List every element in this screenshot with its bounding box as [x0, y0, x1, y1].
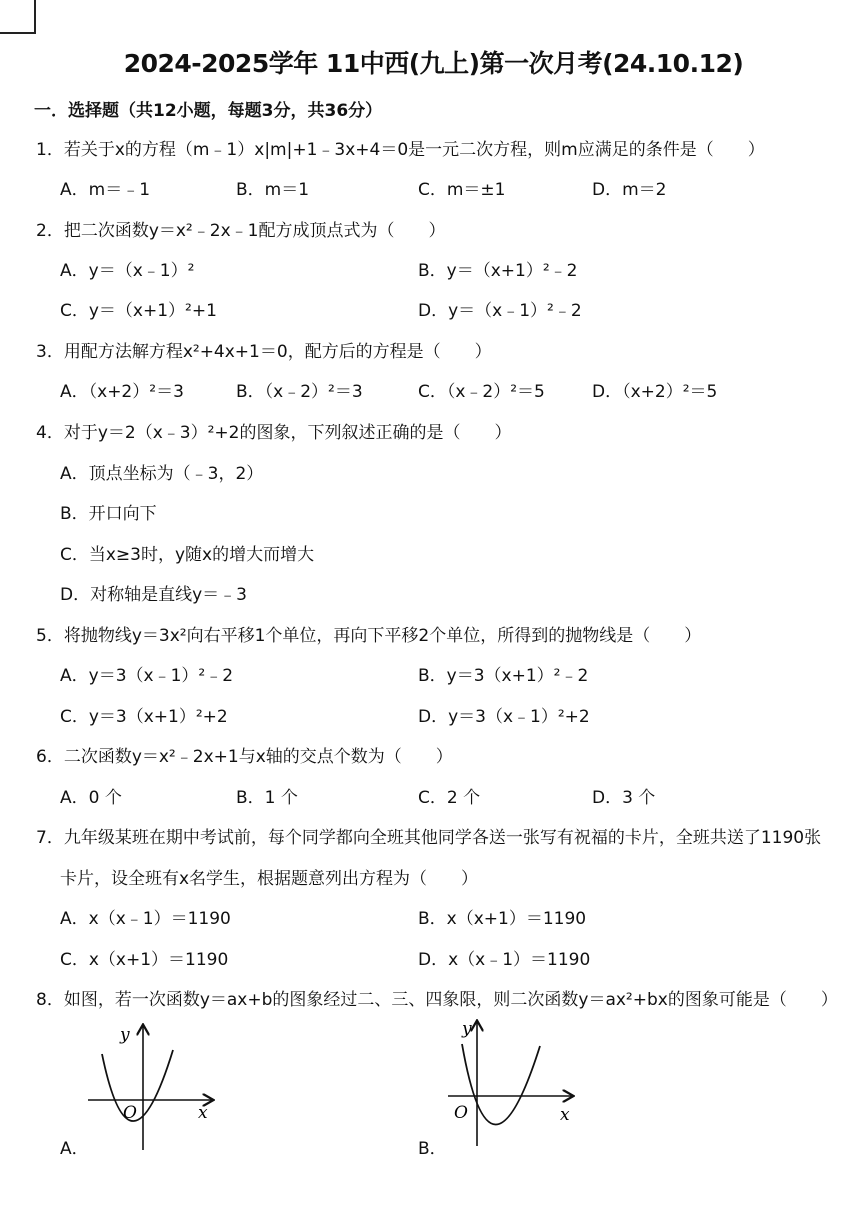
y-axis-label: y: [462, 1019, 472, 1039]
question-8-option-b: B．: [418, 1139, 447, 1159]
question-3-stem: 3．用配方法解方程x²+4x+1＝0，配方后的方程是（ ）: [36, 342, 492, 362]
question-6-stem: 6．二次函数y＝x²﹣2x+1与x轴的交点个数为（ ）: [36, 747, 453, 767]
question-1-stem: 1．若关于x的方程（m﹣1）x|m|+1﹣3x+4＝0是一元二次方程，则m应满足的条件是（ ）: [36, 140, 765, 160]
question-7-option-a: A．x（x﹣1）＝1190: [60, 909, 231, 929]
question-5-option-c: C．y＝3（x+1）²+2: [60, 707, 228, 727]
question-3-option-a: A．（x+2）²＝3: [60, 382, 184, 402]
question-4-option-a: A．顶点坐标为（﹣3，2）: [60, 464, 264, 484]
question-2-option-b: B．y＝（x+1）²﹣2: [418, 261, 578, 281]
parabola-curve: [462, 1044, 540, 1125]
question-8-graph-a: [80, 1020, 230, 1160]
question-6-option-c: C．2 个: [418, 788, 481, 808]
question-5-option-d: D．y＝3（x﹣1）²+2: [418, 707, 590, 727]
question-6-option-a: A．0 个: [60, 788, 122, 808]
parabola-curve: [102, 1050, 173, 1121]
origin-label: O: [123, 1103, 137, 1123]
question-5-stem: 5．将抛物线y＝3x²向右平移1个单位，再向下平移2个单位，所得到的抛物线是（ ）: [36, 626, 702, 646]
question-7-option-b: B．x（x+1）＝1190: [418, 909, 587, 929]
x-axis-label: x: [560, 1105, 570, 1125]
question-1-option-d: D．m＝2: [592, 180, 667, 200]
question-6-option-d: D．3 个: [592, 788, 656, 808]
question-2-option-a: A．y＝（x﹣1）²: [60, 261, 195, 281]
question-7-option-c: C．x（x+1）＝1190: [60, 950, 229, 970]
page-title: 2024-2025学年 11中西(九上)第一次月考(24.10.12): [123, 49, 744, 78]
question-4-option-c: C．当x≥3时，y随x的增大而增大: [60, 545, 315, 565]
y-axis-label: y: [120, 1025, 130, 1045]
corner-crop-mark: [0, 0, 36, 34]
question-2-option-d: D．y＝（x﹣1）²﹣2: [418, 301, 582, 321]
question-2-stem: 2．把二次函数y＝x²﹣2x﹣1配方成顶点式为（ ）: [36, 221, 446, 241]
origin-label: O: [454, 1103, 468, 1123]
question-8-graph-b: [440, 1014, 590, 1154]
question-5-option-b: B．y＝3（x+1）²﹣2: [418, 666, 589, 686]
section-heading: 一．选择题（共12小题，每题3分，共36分）: [34, 101, 383, 121]
question-7-stem: 7．九年级某班在期中考试前，每个同学都向全班其他同学各送一张写有祝福的卡片，全班共送了1190张: [36, 828, 822, 848]
question-1-option-a: A．m＝﹣1: [60, 180, 151, 200]
question-1-option-c: C．m＝±1: [418, 180, 506, 200]
question-4-option-d: D．对称轴是直线y＝﹣3: [60, 585, 247, 605]
question-3-option-b: B．（x﹣2）²＝3: [236, 382, 363, 402]
question-1-option-b: B．m＝1: [236, 180, 310, 200]
question-8-option-a: A．: [60, 1139, 89, 1159]
question-7-option-d: D．x（x﹣1）＝1190: [418, 950, 591, 970]
question-3-option-c: C．（x﹣2）²＝5: [418, 382, 545, 402]
question-7-stem-continued: 卡片，设全班有x名学生，根据题意列出方程为（ ）: [60, 869, 479, 889]
x-axis-label: x: [198, 1103, 208, 1123]
question-8-stem: 8．如图，若一次函数y＝ax+b的图象经过二、三、四象限，则二次函数y＝ax²+bx的图象可能是（ ）: [36, 990, 838, 1010]
question-3-option-d: D．（x+2）²＝5: [592, 382, 718, 402]
question-6-option-b: B．1 个: [236, 788, 298, 808]
question-2-option-c: C．y＝（x+1）²+1: [60, 301, 217, 321]
question-4-option-b: B．开口向下: [60, 504, 157, 524]
question-5-option-a: A．y＝3（x﹣1）²﹣2: [60, 666, 234, 686]
question-4-stem: 4．对于y＝2（x﹣3）²+2的图象，下列叙述正确的是（ ）: [36, 423, 512, 443]
